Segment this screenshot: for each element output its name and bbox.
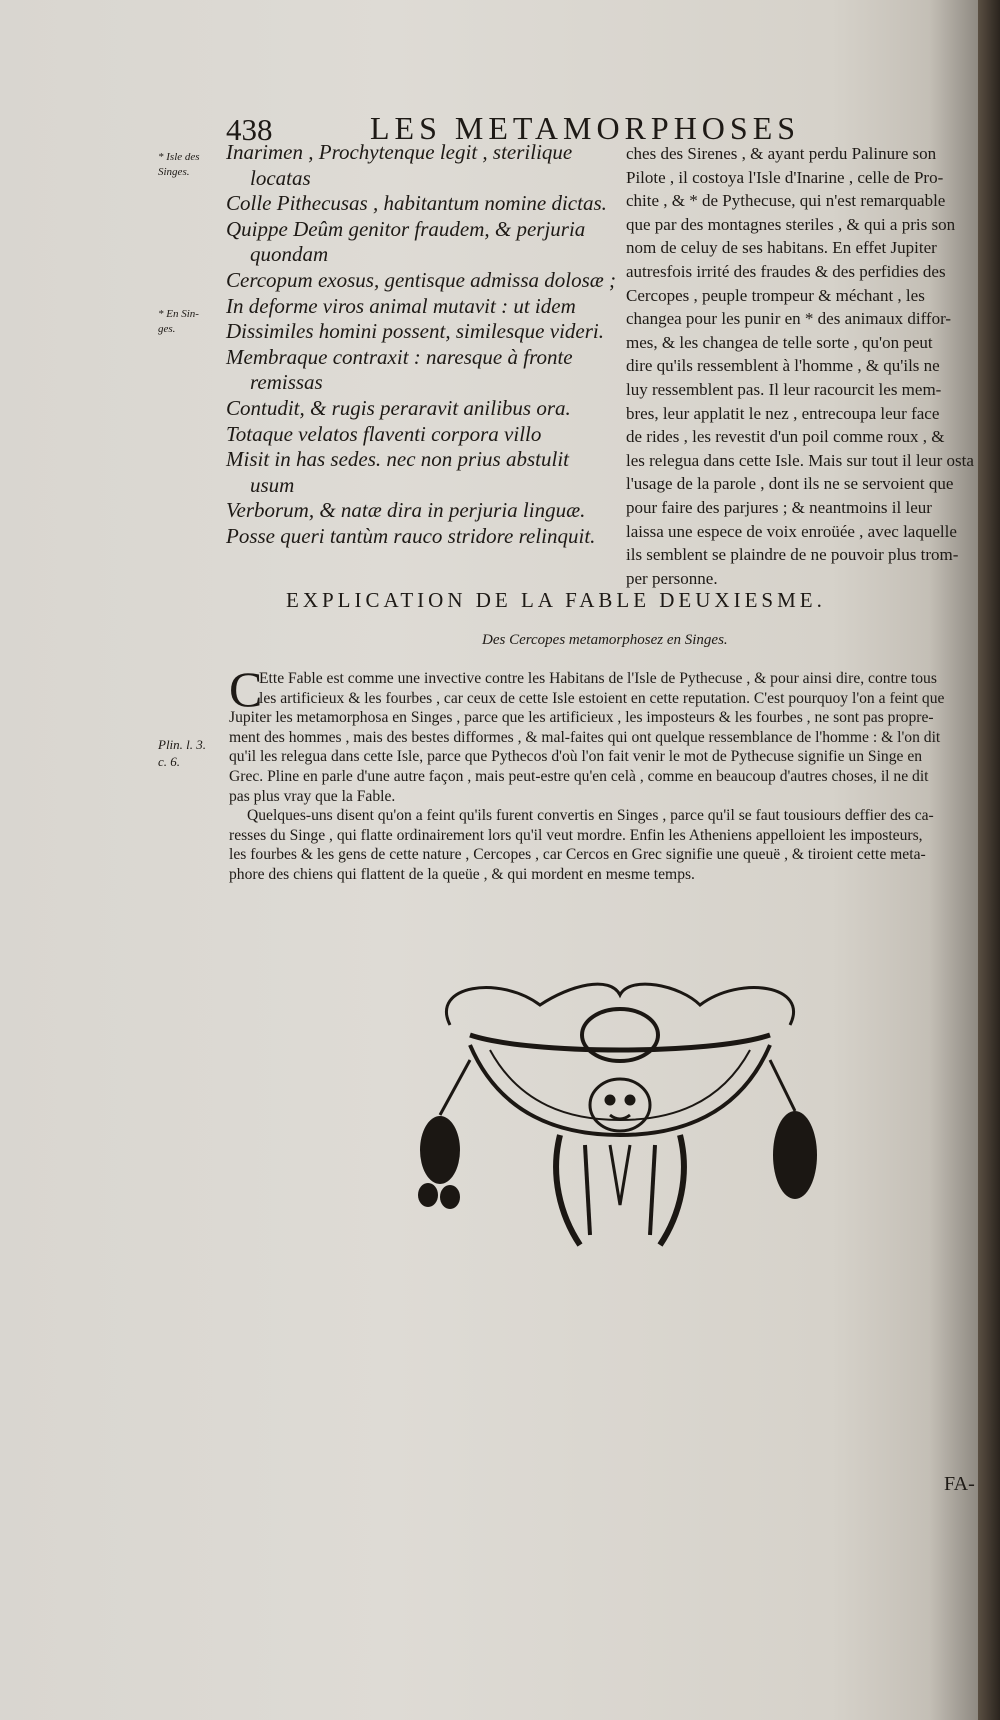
body-line: ment des hommes , mais des bestes difformes , & mal-faites qui ont quelque ressemblance de l'homme : & l'on dit <box>229 728 941 746</box>
book-binding-edge <box>978 0 1000 1720</box>
margin-note-line: ges. <box>158 323 176 335</box>
body-line: Quelques-uns disent qu'on a feint qu'ils furent convertis en Singes , parce qu'il se faut tousiours deffier des ca- <box>247 807 934 825</box>
verse-line: quondam <box>250 242 329 267</box>
verse-line: Dissimiles homini possent, similesque videri. <box>226 319 604 344</box>
verse-line: Contudit, & rugis peraravit anilibus ora. <box>226 395 571 420</box>
page-number: 438 <box>226 112 273 147</box>
prose-line: Pilote , il costoya l'Isle d'Inarine , celle de Pro- <box>626 167 944 187</box>
verse-line: Quippe Deûm genitor fraudem, & perjuria <box>226 216 586 241</box>
prose-line: laissa une espece de voix enroüée , avec laquelle <box>626 521 957 541</box>
body-line: pas plus vray que la Fable. <box>229 787 396 805</box>
margin-note-isle <box>158 150 200 180</box>
prose-line: changea pour les punir en * des animaux diffor- <box>626 309 952 329</box>
verse-line: Misit in has sedes. nec non prius abstulit <box>226 447 569 472</box>
body-line: Jupiter les metamorphosa en Singes , parce que les artificieux , les imposteurs & les fourbes , ne sont pas propre- <box>229 709 934 727</box>
prose-line: ils semblent se plaindre de ne pouvoir plus trom- <box>626 545 959 565</box>
verse-line: Totaque velatos flaventi corpora villo <box>226 421 542 446</box>
verse-line: locatas <box>250 165 311 190</box>
prose-line: autresfois irrité des fraudes & des perfidies des <box>626 261 946 281</box>
body-line: Ette Fable est comme une invective contre les Habitans de l'Isle de Pythecuse , & pour ainsi dire, contre tous <box>259 670 937 687</box>
prose-line: nom de celuy de ses habitans. En effet Jupiter <box>626 238 937 258</box>
prose-line: Cercopes , peuple trompeur & méchant , les <box>626 285 925 305</box>
verse-line: Verborum, & natæ dira in perjuria linguæ. <box>226 498 586 523</box>
body-line: phore des chiens qui flattent de la queüe , & qui mordent en mesme temps. <box>229 865 695 883</box>
running-head: LES METAMORPHOSES <box>370 110 801 146</box>
catchword: FA- <box>944 1473 975 1495</box>
margin-note-pliny <box>158 736 206 770</box>
margin-note-line: Singes. <box>158 166 190 178</box>
margin-note-line: * Isle des <box>158 151 200 163</box>
prose-line: luy ressemblent pas. Il leur racourcit les mem- <box>626 379 942 399</box>
verse-line: usum <box>250 472 295 497</box>
prose-line: mes, & les changea de telle sorte , qu'on peut <box>626 332 933 352</box>
prose-line: bres, leur applatit le nez , entrecoupa leur face <box>626 403 940 423</box>
prose-line: ches des Sirenes , & ayant perdu Palinure son <box>626 144 937 163</box>
prose-line: l'usage de la parole , dont ils ne se servoient que <box>626 474 954 494</box>
body-line: Grec. Pline en parle d'une autre façon , mais peut-estre qu'en celà , comme en beaucoup d'autres choses, il ne dit <box>229 767 929 785</box>
section-title: EXPLICATION DE LA FABLE DEUXIESME. <box>286 588 826 612</box>
latin-verse <box>226 140 616 550</box>
drop-cap: C <box>229 661 263 717</box>
verse-line: Inarimen , Prochytenque legit , sterilique <box>226 140 573 164</box>
margin-note-line: Plin. l. 3. <box>158 737 207 752</box>
prose-line: dire qu'ils ressemblent à l'homme , & qu'ils ne <box>626 356 940 376</box>
verse-line: Colle Pithecusas , habitantum nomine dictas. <box>226 191 607 216</box>
margin-note-line: c. 6. <box>158 754 181 769</box>
body-line: resses du Singe , qui flatte ordinairement lors qu'il veut mordre. Enfin les Atheniens appelloient les imposteurs, <box>229 826 923 844</box>
verse-line: Cercopum exosus, gentisque admissa dolosæ ; <box>226 267 617 292</box>
body-line: qu'il les relegua dans cette Isle, parce que Pythecos d'où l'on fait venir le mot de Pythecuse signifie un Singe en <box>229 748 923 766</box>
woodcut-ornament <box>410 965 830 1265</box>
prose-line: de rides , les revestit d'un poil comme roux , & <box>626 427 945 447</box>
verse-line: Posse queri tantùm rauco stridore relinquit. <box>226 523 596 548</box>
prose-line: per personne. <box>626 568 718 588</box>
margin-note-line: * En Sin- <box>158 308 199 320</box>
prose-line: que par des montagnes steriles , & qui a pris son <box>626 214 956 234</box>
prose-line: pour faire des parjures ; & neantmoins il leur <box>626 497 932 517</box>
prose-line: les relegua dans cette Isle. Mais sur tout il leur osta <box>626 450 974 470</box>
french-prose <box>626 142 976 590</box>
body-line: les artificieux & les fourbes , car ceux de cette Isle estoient en cette reputation. C'est pourquoy l'on a feint que <box>259 689 945 707</box>
prose-line: chite , & * de Pythecuse, qui n'est remarquable <box>626 191 946 211</box>
margin-note-singes <box>158 307 199 337</box>
verse-line: Membraque contraxit : naresque à fronte <box>226 344 573 369</box>
section-subtitle: Des Cercopes metamorphosez en Singes. <box>482 632 728 648</box>
body-line: les fourbes & les gens de cette nature , Cercopes , car Cercos en Grec signifie une queuë , & tiroient cette meta- <box>229 846 926 864</box>
commentary-text <box>229 669 979 885</box>
verse-line: In deforme viros animal mutavit : ut idem <box>226 293 576 318</box>
verse-line: remissas <box>250 370 323 395</box>
